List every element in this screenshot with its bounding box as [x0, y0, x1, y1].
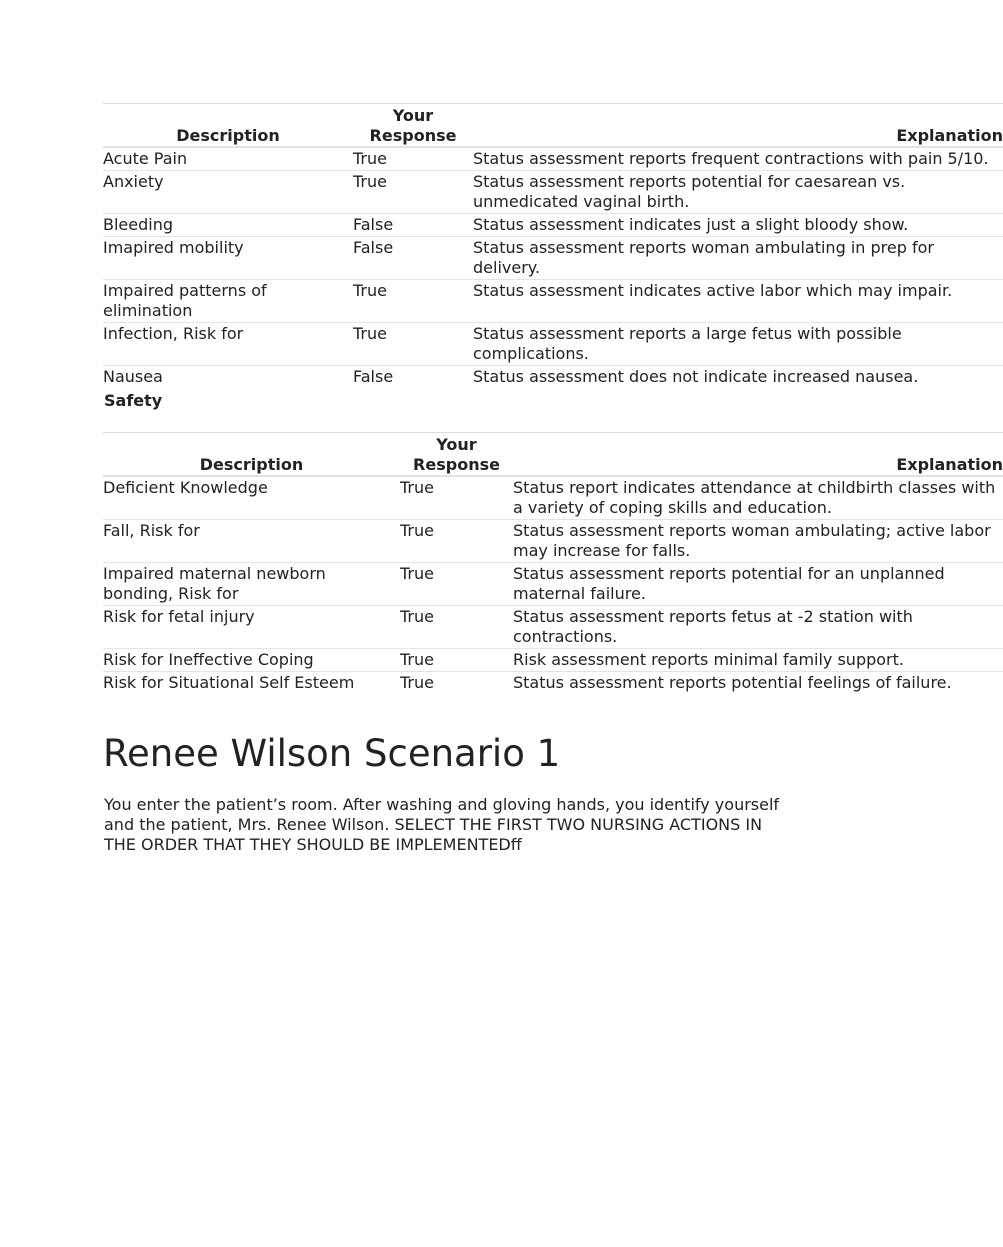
cell-description: Risk for Ineffective Coping	[103, 649, 400, 672]
cell-response: True	[400, 563, 513, 606]
cell-response: False	[353, 237, 473, 280]
cell-response: False	[353, 214, 473, 237]
column-header-description: Description	[103, 104, 353, 148]
cell-description: Imapired mobility	[103, 237, 353, 280]
cell-description: Infection, Risk for	[103, 323, 353, 366]
cell-response: True	[353, 323, 473, 366]
cell-description: Fall, Risk for	[103, 520, 400, 563]
table-row	[103, 147, 1003, 171]
cell-explanation: Status assessment does not indicate increased nausea.	[473, 367, 919, 386]
table-row	[103, 476, 1003, 520]
scenario-title: Renee Wilson Scenario 1	[103, 732, 561, 775]
cell-description: Risk for Situational Self Esteem	[103, 673, 355, 692]
cell-explanation: Status assessment indicates just a slight bloody show.	[473, 214, 1003, 237]
column-header-explanation: Explanation	[473, 104, 1003, 148]
cell-response: True	[400, 649, 513, 672]
column-header-response: Your Response	[353, 104, 473, 148]
cell-description: Impaired maternal newborn bonding, Risk for	[103, 563, 400, 606]
column-header-description: Description	[103, 433, 400, 477]
cell-explanation: Status assessment indicates active labor which may impair.	[473, 280, 1003, 323]
cell-explanation: Status assessment reports woman ambulating in prep for delivery.	[473, 237, 1003, 280]
safety-table	[103, 432, 1003, 694]
cell-response: True	[353, 171, 473, 214]
table-row	[103, 237, 1003, 280]
cell-explanation: Status assessment reports potential feelings of failure.	[513, 673, 952, 692]
table-row	[103, 280, 1003, 323]
cell-response: True	[400, 606, 513, 649]
cell-explanation: Risk assessment reports minimal family support.	[513, 649, 1003, 672]
column-header-explanation: Explanation	[513, 433, 1003, 477]
cell-explanation: Status assessment reports woman ambulating; active labor may increase for falls.	[513, 520, 1003, 563]
cell-response: True	[353, 280, 473, 323]
cell-explanation: Status assessment reports frequent contractions with pain 5/10.	[473, 147, 1003, 171]
nursing-diagnoses-table	[103, 103, 1003, 388]
table-row	[103, 606, 1003, 649]
cell-response: True	[353, 147, 473, 171]
cell-explanation: Status assessment reports a large fetus with possible complications.	[473, 323, 1003, 366]
cell-explanation: Status report indicates attendance at childbirth classes with a variety of coping skills and education.	[513, 476, 1003, 520]
cell-description: Acute Pain	[103, 147, 353, 171]
column-header-response: Your Response	[400, 433, 513, 477]
section-heading-safety: Safety	[104, 391, 163, 410]
cell-explanation: Status assessment reports potential for an unplanned maternal failure.	[513, 563, 1003, 606]
cell-response: True	[400, 476, 513, 520]
table-row	[103, 171, 1003, 214]
cell-description: Anxiety	[103, 171, 353, 214]
cell-description: Deficient Knowledge	[103, 476, 400, 520]
cell-response: True	[400, 673, 434, 692]
table-row	[103, 649, 1003, 672]
scenario-body: You enter the patient’s room. After washing and gloving hands, you identify yourself and the patient, Mrs. Renee Wilson. SELECT THE FIRST TWO NURSING ACTIONS IN THE ORDER THAT THEY SHOULD BE IMPLEMENTEDff	[104, 795, 780, 854]
table-row	[103, 520, 1003, 563]
cell-explanation: Status assessment reports fetus at -2 station with contractions.	[513, 606, 1003, 649]
cell-response: True	[400, 520, 513, 563]
cell-response: False	[353, 367, 394, 386]
cell-description: Risk for fetal injury	[103, 606, 400, 649]
cell-explanation: Status assessment reports potential for caesarean vs. unmedicated vaginal birth.	[473, 171, 1003, 214]
table-row	[103, 323, 1003, 366]
cell-description: Bleeding	[103, 214, 353, 237]
cell-description: Impaired patterns of elimination	[103, 280, 353, 323]
table-row	[103, 672, 1003, 695]
table-row	[103, 563, 1003, 606]
table-row	[103, 214, 1003, 237]
table-row	[103, 366, 1003, 389]
cell-description: Nausea	[103, 367, 163, 386]
